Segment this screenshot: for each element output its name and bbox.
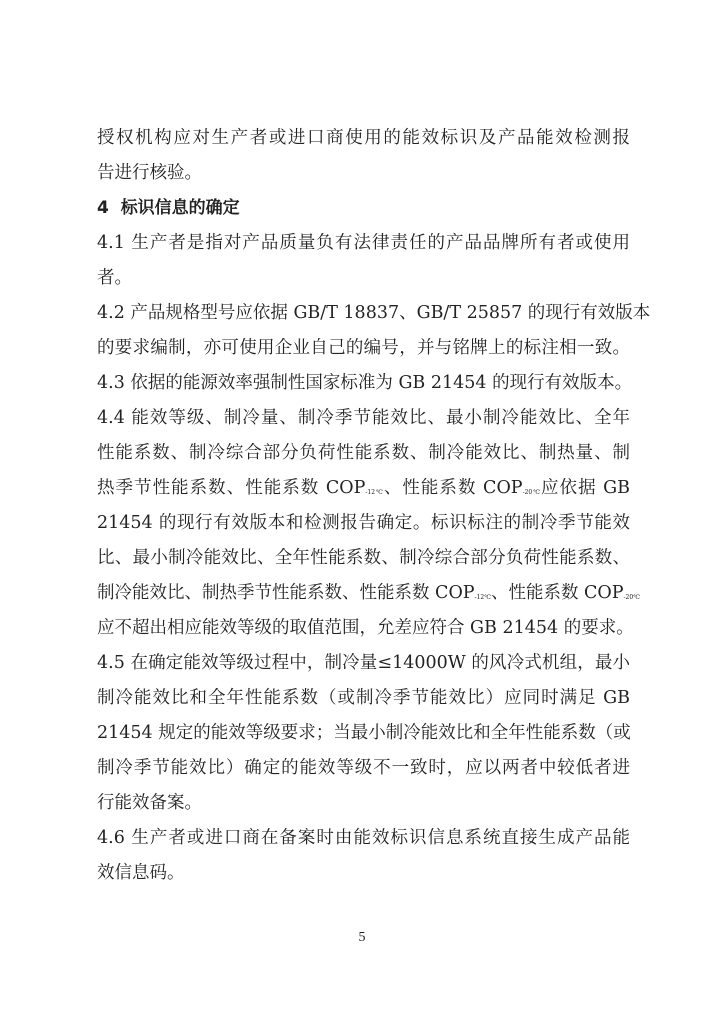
clause-4-5-line: 4.5 在确定能效等级过程中，制冷量≤14000W 的风冷式机组，最小	[97, 653, 630, 673]
clause-4-4-line: 比、最小制冷能效比、全年性能系数、制冷综合部分负荷性能系数、	[97, 548, 630, 568]
section-title: 标识信息的确定	[120, 198, 240, 218]
text-run: 应依据 GB	[541, 478, 631, 498]
text-run: 热季节性能系数、性能系数 COP	[97, 478, 366, 498]
clause-4-1-line: 者。	[97, 268, 132, 288]
subscript-minus12: -12℃	[365, 489, 384, 496]
subscript-minus20: -20℃	[522, 489, 542, 496]
clause-4-4-line-cop	[97, 576, 640, 611]
section-heading	[97, 191, 630, 226]
clause-4-4-line: 应不超出相应能效等级的取值范围，允差应符合 GB 21454 的要求。	[97, 618, 634, 638]
subscript-minus12: -12℃	[474, 594, 491, 601]
clause-4-4-line: 21454 的现行有效版本和检测报告确定。标识标注的制冷季节能效	[97, 513, 630, 533]
clause-4-1-line: 4.1 生产者是指对产品质量负有法律责任的产品品牌所有者或使用	[97, 233, 630, 253]
clause-4-4-line-cop	[97, 471, 630, 506]
clause-4-6-line: 效信息码。	[97, 863, 185, 883]
body-text-line: 告进行核验。	[97, 163, 202, 183]
clause-4-5-line: 制冷能效比和全年性能系数（或制冷季节能效比）应同时满足 GB	[97, 688, 630, 708]
clause-4-5-line: 制冷季节能效比）确定的能效等级不一致时，应以两者中较低者进	[97, 758, 630, 778]
text-run: 、性能系数 COP	[490, 583, 624, 603]
section-number: 4	[97, 198, 109, 218]
clause-4-4-line: 4.4 能效等级、制冷量、制冷季节能效比、最小制冷能效比、全年	[97, 408, 630, 428]
subscript-minus20: -20℃	[623, 594, 640, 601]
clause-4-2-line: 的要求编制，亦可使用企业自己的编号，并与铭牌上的标注相一致。	[97, 338, 630, 358]
document-page	[97, 121, 651, 891]
clause-4-5-line: 21454 规定的能效等级要求；当最小制冷能效比和全年性能系数（或	[97, 723, 631, 743]
clause-4-6-line: 4.6 生产者或进口商在备案时由能效标识信息系统直接生成产品能	[97, 828, 630, 848]
body-text-line: 授权机构应对生产者或进口商使用的能效标识及产品能效检测报	[97, 128, 630, 148]
clause-4-4-line: 性能系数、制冷综合部分负荷性能系数、制冷能效比、制热量、制	[97, 443, 630, 463]
clause-4-2-line: 4.2 产品规格型号应依据 GB/T 18837、GB/T 25857 的现行有效版本	[97, 303, 651, 323]
page-number: 5	[358, 930, 366, 945]
clause-4-5-line: 行能效备案。	[97, 793, 202, 813]
text-run: 、性能系数 COP	[383, 478, 523, 498]
text-run: 制冷能效比、制热季节性能系数、性能系数 COP	[97, 583, 475, 603]
clause-4-3-line: 4.3 依据的能源效率强制性国家标准为 GB 21454 的现行有效版本。	[97, 373, 633, 393]
